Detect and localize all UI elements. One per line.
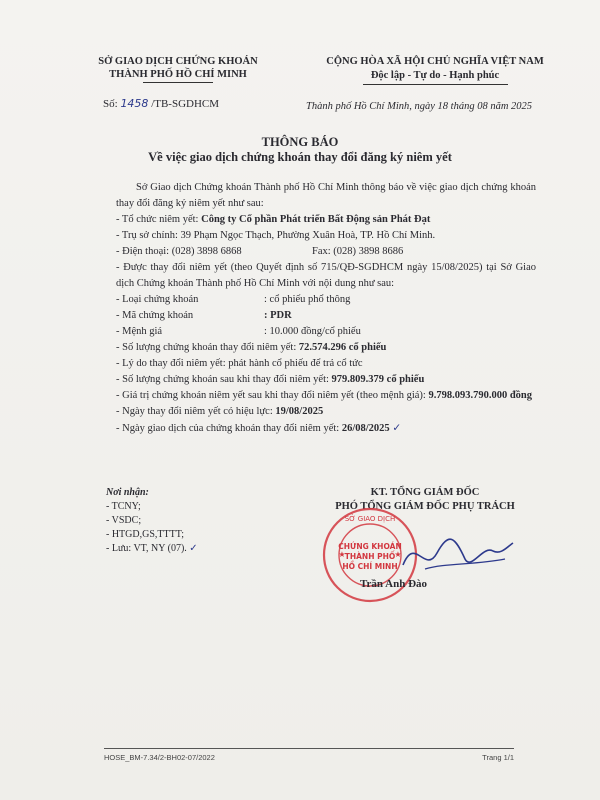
trading-date-label: - Ngày giao dịch của chứng khoán thay đổi niêm yết: xyxy=(116,423,340,434)
recipient-item: - HTGD,GS,TTTT; xyxy=(106,529,185,540)
issue-date: Thành phố Hồ Chí Minh, ngày 18 tháng 08 năm 2025 xyxy=(306,101,533,112)
doc-no-handwritten: 1458 xyxy=(120,97,149,110)
security-type-label: - Loại chứng khoán xyxy=(116,294,199,305)
motto-underline xyxy=(363,84,508,85)
signer-authority: KT. TỔNG GIÁM ĐỐC xyxy=(370,487,480,498)
page-footer xyxy=(104,748,514,762)
signer-title: PHÓ TỔNG GIÁM ĐỐC PHỤ TRÁCH xyxy=(335,501,515,512)
par-value-line xyxy=(116,324,536,340)
change-quantity-value: 72.574.296 cổ phiếu xyxy=(298,342,387,353)
initial-mark-icon: ✓ xyxy=(189,543,198,554)
doc-no-prefix: Số: xyxy=(103,98,118,110)
trading-date-value: 26/08/2025 xyxy=(341,423,390,434)
document-number xyxy=(103,97,219,110)
intro-paragraph: Sở Giao dịch Chứng khoán Thành phố Hồ Chí Minh thông báo về việc giao dịch chứng khoán thay đổi đăng ký niêm yết như sau: xyxy=(116,182,536,209)
document-title: THÔNG BÁO xyxy=(261,135,339,149)
issuer-name-line2: THÀNH PHỐ HỒ CHÍ MINH xyxy=(109,69,247,80)
recipient-item: - VSDC; xyxy=(106,515,142,526)
stamp-text-line3: HỒ CHÍ MINH xyxy=(342,562,398,571)
effective-date-line xyxy=(116,404,536,420)
page-number: Trang 1/1 xyxy=(482,753,514,762)
issuer-underline xyxy=(143,82,213,83)
listed-value-amount: 9.798.093.790.000 đồng xyxy=(428,390,533,401)
initial-mark-icon: ✓ xyxy=(392,422,402,434)
recipients-block xyxy=(106,486,198,556)
announcement-body xyxy=(116,180,536,437)
after-quantity-line xyxy=(116,372,536,388)
stamp-star-icon: ★ xyxy=(338,550,346,559)
handwritten-signature-icon xyxy=(395,525,515,585)
trading-date-line xyxy=(116,420,536,437)
nation-motto: Độc lập - Tự do - Hạnh phúc xyxy=(370,70,500,81)
listed-org-line xyxy=(116,212,536,228)
stamp-star-icon: ★ xyxy=(394,550,402,559)
issuer-name-line1: SỞ GIAO DỊCH CHỨNG KHOÁN xyxy=(98,56,258,67)
listed-value-line xyxy=(116,388,536,404)
recipient-item-text: - Lưu: VT, NY (07). xyxy=(106,543,187,554)
ticker-label: - Mã chứng khoán xyxy=(116,310,194,321)
stamp-ring-text: SỞ GIAO DỊCH xyxy=(344,515,396,523)
stamp-text-line1: CHỨNG KHOÁN xyxy=(338,542,402,551)
par-value-label: - Mệnh giá xyxy=(116,326,163,337)
effective-date-value: 19/08/2025 xyxy=(275,406,324,417)
listed-org-value: Công ty Cổ phần Phát triển Bất Động sản Phát Đạt xyxy=(201,214,431,225)
after-quantity-value: 979.809.379 cổ phiếu xyxy=(331,374,425,385)
document-subtitle: Về việc giao dịch chứng khoán thay đổi đăng ký niêm yết xyxy=(148,150,452,164)
approval-paragraph: - Được thay đổi niêm yết (theo Quyết định số 715/QĐ-SGDHCM ngày 15/08/2025) tại Sở Giao dịch Chứng khoán Thành phố Hồ Chí Minh với nội dung như sau: xyxy=(116,262,536,289)
recipients-heading: Nơi nhận: xyxy=(106,487,149,498)
national-header xyxy=(300,55,570,85)
listed-org-label: - Tổ chức niêm yết: xyxy=(116,214,199,225)
address-line: - Trụ sở chính: 39 Phạm Ngọc Thạch, Phường Xuân Hoà, TP. Hồ Chí Minh. xyxy=(116,230,436,241)
document-title-block xyxy=(0,135,600,165)
listed-value-label: - Giá trị chứng khoán niêm yết sau khi thay đổi niêm yết (theo mệnh giá): xyxy=(116,390,426,401)
change-quantity-line xyxy=(116,340,536,356)
ticker-value: : PDR xyxy=(264,310,292,321)
contact-line xyxy=(116,244,536,260)
nation-title: CỘNG HÒA XÃ HỘI CHỦ NGHĨA VIỆT NAM xyxy=(326,56,544,67)
par-value-value: : 10.000 đồng/cổ phiếu xyxy=(264,326,361,337)
after-quantity-label: - Số lượng chứng khoán sau khi thay đổi niêm yết: xyxy=(116,374,329,385)
security-type-value: : cổ phiếu phổ thông xyxy=(264,294,351,305)
recipient-item: - TCNY; xyxy=(106,501,141,512)
stamp-text-line2: THÀNH PHỐ xyxy=(344,552,396,561)
doc-no-suffix: /TB-SGDHCM xyxy=(151,98,220,110)
signer-name: Trần Anh Đào xyxy=(360,578,428,590)
fax-text: Fax: (028) 3898 8686 xyxy=(312,246,404,257)
effective-date-label: - Ngày thay đổi niêm yết có hiệu lực: xyxy=(116,406,273,417)
ticker-line xyxy=(116,308,536,324)
security-type-line xyxy=(116,292,536,308)
recipient-item xyxy=(106,542,198,556)
reason-line: - Lý do thay đổi niêm yết: phát hành cổ phiếu để trả cổ tức xyxy=(116,358,363,369)
change-quantity-label: - Số lượng chứng khoán thay đổi niêm yết: xyxy=(116,342,297,353)
phone-text: - Điện thoại: (028) 3898 6868 xyxy=(116,246,242,257)
form-code: HOSE_BM-7.34/2-BH02-07/2022 xyxy=(104,753,215,762)
issuer-header xyxy=(78,55,278,83)
